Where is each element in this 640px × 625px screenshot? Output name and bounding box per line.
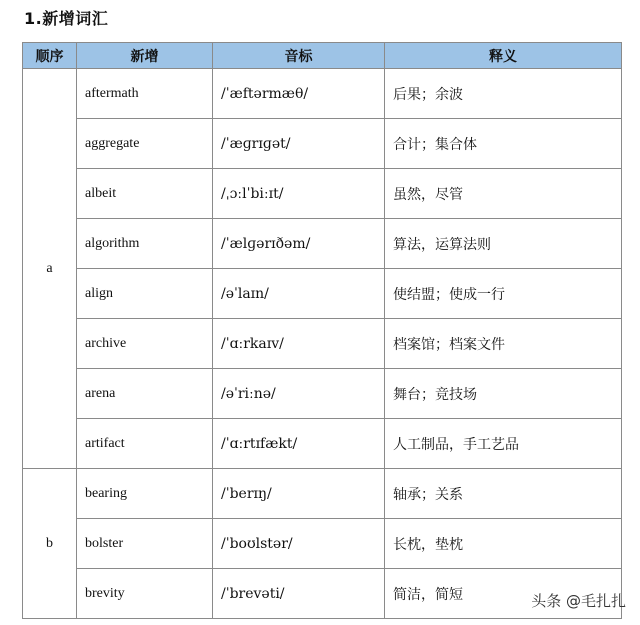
vocabulary-table	[22, 42, 622, 619]
table-row	[23, 319, 622, 369]
phonetic-cell: /ˈɑːrkaɪv/	[213, 319, 385, 369]
phonetic-cell: /ˌɔːlˈbiːɪt/	[213, 169, 385, 219]
phonetic-cell: /ˈbrevəti/	[213, 569, 385, 619]
table-row	[23, 369, 622, 419]
watermark: 头条 @毛扎扎	[531, 592, 626, 610]
word-cell: archive	[77, 319, 213, 369]
meaning-cell: 舞台；竞技场	[385, 369, 622, 419]
word-cell: aftermath	[77, 69, 213, 119]
meaning-cell: 虽然，尽管	[385, 169, 622, 219]
word-cell: algorithm	[77, 219, 213, 269]
phonetic-cell: /əˈriːnə/	[213, 369, 385, 419]
table-row	[23, 269, 622, 319]
word-cell: align	[77, 269, 213, 319]
meaning-cell: 长枕，垫枕	[385, 519, 622, 569]
section-title: 1.新增词汇	[24, 9, 109, 28]
table-header-row	[23, 43, 622, 69]
order-cell-b: b	[23, 469, 77, 619]
table-row	[23, 419, 622, 469]
phonetic-cell: /ˈæftərmæθ/	[213, 69, 385, 119]
meaning-cell: 档案馆；档案文件	[385, 319, 622, 369]
table-row	[23, 219, 622, 269]
meaning-cell: 轴承；关系	[385, 469, 622, 519]
phonetic-cell: /ˈɑːrtɪfækt/	[213, 419, 385, 469]
table-row	[23, 169, 622, 219]
header-word: 新增	[77, 43, 213, 69]
word-cell: artifact	[77, 419, 213, 469]
meaning-cell: 使结盟；使成一行	[385, 269, 622, 319]
order-cell-a: a	[23, 69, 77, 469]
phonetic-cell: /əˈlaɪn/	[213, 269, 385, 319]
word-cell: albeit	[77, 169, 213, 219]
word-cell: brevity	[77, 569, 213, 619]
table-row	[23, 469, 622, 519]
meaning-cell: 后果；余波	[385, 69, 622, 119]
word-cell: bolster	[77, 519, 213, 569]
header-meaning: 释义	[385, 43, 622, 69]
header-order: 顺序	[23, 43, 77, 69]
meaning-cell: 人工制品，手工艺品	[385, 419, 622, 469]
phonetic-cell: /ˈæɡrɪɡət/	[213, 119, 385, 169]
header-phonetic: 音标	[213, 43, 385, 69]
table-row	[23, 519, 622, 569]
phonetic-cell: /ˈælɡərɪðəm/	[213, 219, 385, 269]
word-cell: arena	[77, 369, 213, 419]
phonetic-cell: /ˈberɪŋ/	[213, 469, 385, 519]
word-cell: bearing	[77, 469, 213, 519]
table-row	[23, 69, 622, 119]
table-row	[23, 119, 622, 169]
word-cell: aggregate	[77, 119, 213, 169]
meaning-cell: 合计；集合体	[385, 119, 622, 169]
meaning-cell: 简洁，简短	[385, 569, 622, 619]
meaning-cell: 算法，运算法则	[385, 219, 622, 269]
phonetic-cell: /ˈboʊlstər/	[213, 519, 385, 569]
